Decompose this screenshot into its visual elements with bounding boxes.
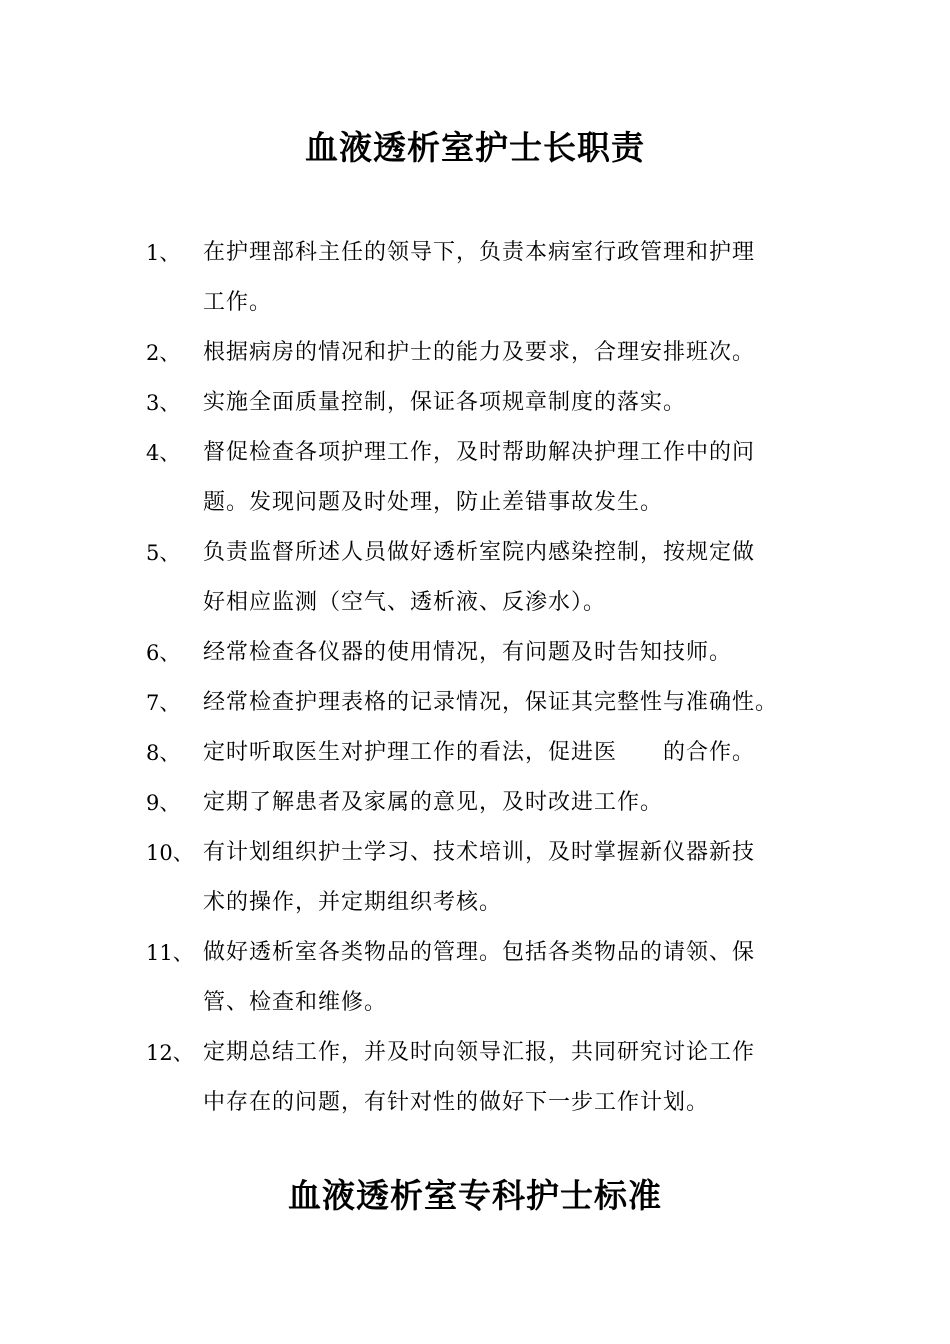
list-item-line: 中存在的问题，有针对性的做好下一步工作计划。 bbox=[203, 1090, 710, 1115]
list-item bbox=[0, 628, 950, 678]
list-item-line: 根据病房的情况和护士的能力及要求，合理安排班次。 bbox=[203, 340, 756, 365]
list-item-line: 定时听取医生对护理工作的看法，促进医 的合作。 bbox=[203, 740, 756, 765]
list-item bbox=[0, 928, 950, 1028]
list-item-number: 4、 bbox=[146, 441, 181, 465]
list-item-number: 1、 bbox=[146, 241, 181, 265]
list-item-line: 督促检查各项护理工作，及时帮助解决护理工作中的问 bbox=[203, 440, 756, 465]
section-title: 血液透析室专科护士标准 bbox=[288, 1176, 662, 1215]
list-item-number: 3、 bbox=[146, 391, 181, 415]
list-item-text bbox=[203, 778, 823, 828]
list-item-text bbox=[203, 828, 823, 928]
list-item-number: 2、 bbox=[146, 341, 181, 365]
list-item-line: 经常检查护理表格的记录情况，保证其完整性与准确性。 bbox=[203, 690, 779, 715]
list-item bbox=[0, 778, 950, 828]
list-item bbox=[0, 328, 950, 378]
list-item-line: 做好透析室各类物品的管理。包括各类物品的请领、保 bbox=[203, 940, 756, 965]
list-item-text bbox=[203, 678, 823, 728]
list-item-text bbox=[203, 378, 823, 428]
list-item-line: 负责监督所述人员做好透析室院内感染控制，按规定做 bbox=[203, 540, 756, 565]
list-item-line: 好相应监测（空气、透析液、反渗水）。 bbox=[203, 590, 607, 615]
list-item-text bbox=[203, 528, 823, 628]
list-item bbox=[0, 678, 950, 728]
list-item-text bbox=[203, 228, 823, 328]
list-item-line: 工作。 bbox=[203, 290, 273, 315]
page-title: 血液透析室护士长职责 bbox=[305, 128, 645, 167]
list-item bbox=[0, 378, 950, 428]
list-item bbox=[0, 428, 950, 528]
duty-list bbox=[0, 228, 950, 1128]
list-item-line: 实施全面质量控制，保证各项规章制度的落实。 bbox=[203, 390, 687, 415]
list-item bbox=[0, 1028, 950, 1128]
list-item-line: 术的操作，并定期组织考核。 bbox=[203, 890, 503, 915]
list-item-number: 11、 bbox=[146, 941, 194, 965]
list-item-number: 7、 bbox=[146, 691, 181, 715]
list-item-line: 管、检查和维修。 bbox=[203, 990, 388, 1015]
list-item-line: 经常检查各仪器的使用情况，有问题及时告知技师。 bbox=[203, 640, 733, 665]
list-item-number: 8、 bbox=[146, 741, 181, 765]
list-item-text bbox=[203, 928, 823, 1028]
list-item bbox=[0, 828, 950, 928]
list-item bbox=[0, 228, 950, 328]
list-item-text bbox=[203, 628, 823, 678]
list-item-number: 6、 bbox=[146, 641, 181, 665]
list-item-number: 5、 bbox=[146, 541, 181, 565]
list-item-line: 题。发现问题及时处理，防止差错事故发生。 bbox=[203, 490, 664, 515]
list-item-number: 10、 bbox=[146, 841, 194, 865]
list-item bbox=[0, 528, 950, 628]
list-item-text bbox=[203, 328, 823, 378]
list-item-line: 定期了解患者及家属的意见，及时改进工作。 bbox=[203, 790, 664, 815]
list-item-text bbox=[203, 428, 823, 528]
list-item-line: 在护理部科主任的领导下，负责本病室行政管理和护理 bbox=[203, 240, 756, 265]
list-item bbox=[0, 728, 950, 778]
list-item-line: 有计划组织护士学习、技术培训，及时掌握新仪器新技 bbox=[203, 840, 756, 865]
list-item-number: 9、 bbox=[146, 791, 181, 815]
list-item-number: 12、 bbox=[146, 1041, 194, 1065]
list-item-text bbox=[203, 728, 823, 778]
list-item-line: 定期总结工作，并及时向领导汇报，共同研究讨论工作 bbox=[203, 1040, 756, 1065]
list-item-text bbox=[203, 1028, 823, 1128]
